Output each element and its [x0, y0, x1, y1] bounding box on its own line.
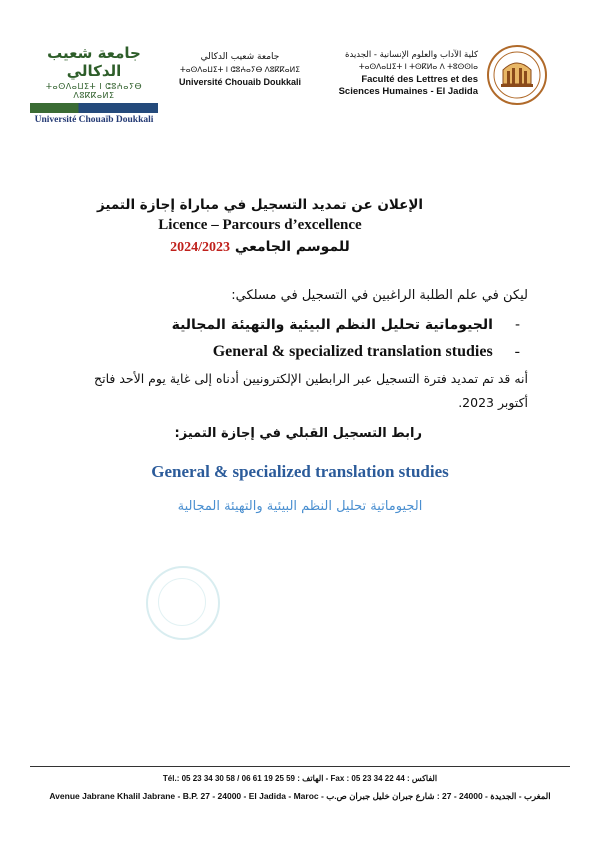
footer-divider: [30, 766, 570, 767]
faculty-emblem-icon: [486, 44, 548, 106]
faculty-name-block: [332, 50, 478, 98]
university-name-block: [170, 52, 310, 87]
university-logo: [30, 44, 158, 125]
intro-text: ليكن في علم الطلبة الراغبين في التسجيل في مسلكي:: [231, 288, 528, 303]
university-logo-arabic: جامعة شعيب الدكالي: [47, 44, 141, 80]
faculty-name-french-1: Faculté des Lettres et des: [361, 74, 478, 85]
announcement-title-arabic: الإعلان عن تمديد التسجيل في مباراة إجازة التميز: [96, 197, 424, 213]
university-logo-bar: [30, 103, 158, 113]
university-name-tifinagh: ⵜⴰⵙⴷⴰⵡⵉⵜ ⵏ ⵛⵓⵄⴰⵢⴱ ⴷⵓⴽⴽⴰⵍⵉ: [180, 65, 300, 74]
extension-text-line-2: أكتوبر 2023.: [458, 395, 528, 410]
registration-link-translation[interactable]: General & specialized translation studies: [151, 462, 449, 481]
footer-contact-line: Tél.: 05 23 34 30 58 / 06 61 19 25 59 : الهاتف - Fax : 05 23 34 22 44 : الفاكس: [162, 774, 438, 783]
season-year: 2024/2023: [170, 240, 231, 255]
faculty-name-french-2: Sciences Humaines - El Jadida: [338, 86, 478, 97]
footer-address-line: Avenue Jabrane Khalil Jabrane - B.P. 27 - 24000 - El Jadida - Maroc - المغرب - الجديدة - 24000 - 27 : شارع جبران خليل جبران ص.ب: [49, 791, 551, 801]
track-label: الجيوماتية تحليل النظم البيئية والتهيئة المجالية: [171, 317, 493, 333]
list-bullet: -: [514, 343, 520, 360]
registration-link-heading: رابط التسجيل القبلي في إجازة التميز:: [174, 426, 422, 441]
university-logo-tifinagh: ⵜⴰⵙⴷⴰⵡⵉⵜ ⵏ ⵛⵓⵄⴰⵢⴱ ⴷⵓⴽⴽⴰⵍⵉ: [45, 82, 143, 100]
extension-text-line-1: أنه قد تم تمديد فترة التسجيل عبر الرابطين الإلكترونيين أدناه إلى غاية يوم الأحد فاتح: [94, 371, 528, 386]
university-name-arabic: جامعة شعيب الدكالي: [200, 52, 280, 62]
university-logo-french: Université Chouaïb Doukkali: [34, 115, 154, 125]
faculty-name-tifinagh: ⵜⴰⵙⴷⴰⵡⵉⵜ ⵏ ⵜⵙⴽⵍⴰ ⴷ ⵜⵓⵙⵙⵏⴰ: [358, 62, 478, 71]
list-bullet: -: [514, 317, 520, 333]
season-label: للموسم الجامعي: [234, 239, 350, 255]
announcement-title-french: Licence – Parcours d’excellence: [158, 217, 362, 233]
university-name-french: Université Chouaib Doukkali: [178, 77, 302, 87]
faculty-name-arabic: كلية الآداب والعلوم الإنسانية - الجديدة: [345, 50, 478, 60]
faded-stamp-inner: [158, 578, 206, 626]
track-item-translation: [213, 343, 520, 361]
track-item-geomatics: [172, 317, 520, 333]
academic-season: [60, 239, 460, 256]
track-label: General & specialized translation studies: [212, 343, 493, 360]
registration-link-geomatics[interactable]: الجيوماتية تحليل النظم البيئية والتهيئة المجالية: [177, 499, 423, 514]
